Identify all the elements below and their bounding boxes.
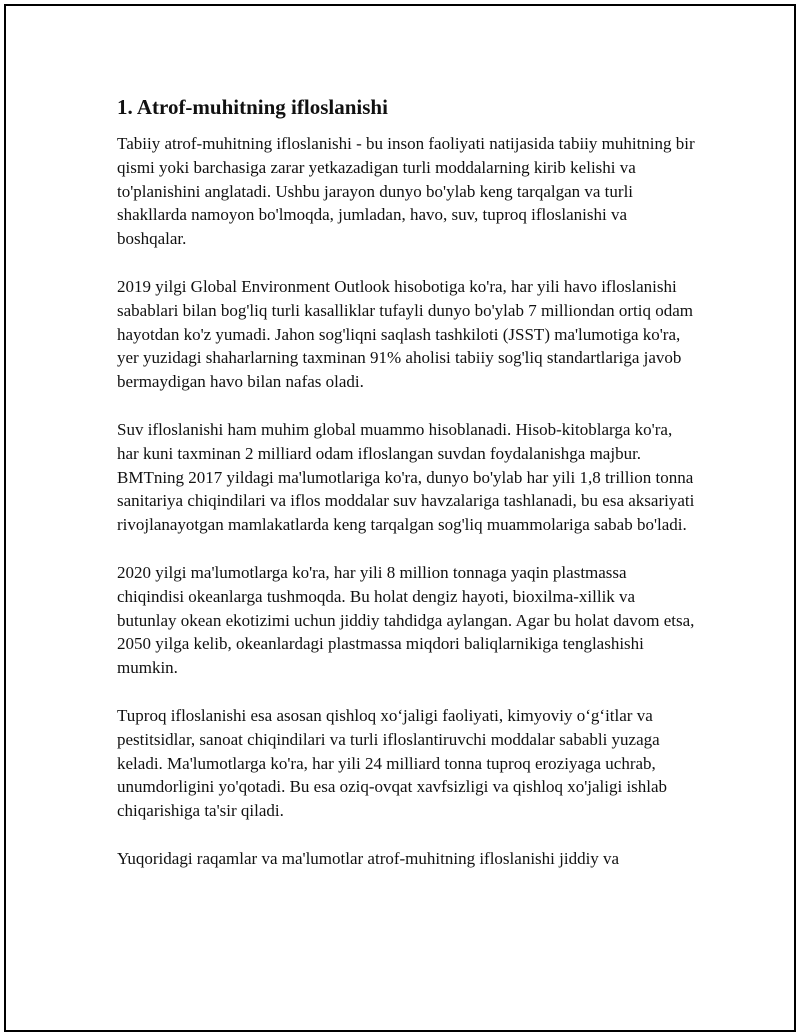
paragraph-water-pollution: Suv ifloslanishi ham muhim global muammo hisoblanadi. Hisob-kitoblarga ko'ra, har kuni taxminan 2 milliard odam ifloslangan suvdan foydalanishga majbur. BMTning 2017 yildagi ma'lumotlariga ko'ra, dunyo bo'ylab har yili 1,8 trillion tonna sanitariya chiqindilari va iflos moddalar suv havzalariga tashlanadi, bu esa aksariyati rivojlanayotgan mamlakatlarda keng tarqalgan sog'liq muammolariga sabab bo'ladi. [117, 419, 695, 535]
section-heading: 1. Atrof-muhitning ifloslanishi [117, 95, 388, 119]
document-body [117, 93, 697, 895]
paragraph-conclusion: Yuqoridagi raqamlar va ma'lumotlar atrof-muhitning ifloslanishi jiddiy va [117, 848, 620, 868]
paragraph-air-pollution: 2019 yilgi Global Environment Outlook hisobotiga ko'ra, har yili havo ifloslanishi sabablari bilan bog'liq turli kasalliklar tufayli dunyo bo'ylab 7 milliondan ortiq odam hayotdan ko'z yumadi. Jahon sog'liqni saqlash tashkiloti (JSST) ma'lumotiga ko'ra, yer yuzidagi shaharlarning taxminan 91% aholisi tabiiy sog'liq standartlariga javob bermaydigan havo bilan nafas oladi. [117, 276, 693, 392]
paragraph-plastic-waste: 2020 yilgi ma'lumotlarga ko'ra, har yili 8 million tonnaga yaqin plastmassa chiqindisi okeanlarga tushmoqda. Bu holat dengiz hayoti, bioxilma-xillik va butunlay okean ekotizimi uchun jiddiy tahdidga aylangan. Agar bu holat davom etsa, 2050 yilga kelib, okeanlardagi plastmassa miqdori baliqlarnikiga tenglashishi mumkin. [117, 562, 695, 678]
paragraph-intro: Tabiiy atrof-muhitning ifloslanishi - bu inson faoliyati natijasida tabiiy muhitning bir qismi yoki barchasiga zarar yetkazadigan turli moddalarning kirib kelishi va to'planishini anglatadi. Ushbu jarayon dunyo bo'ylab keng tarqalgan va turli shakllarda namoyon bo'lmoqda, jumladan, havo, suv, tuproq ifloslanishi va boshqalar. [117, 134, 695, 249]
paragraph-soil-pollution: Tuproq ifloslanishi esa asosan qishloq xo‘jaligi faoliyati, kimyoviy o‘g‘itlar va pestitsidlar, sanoat chiqindilari va turli ifloslantiruvchi moddalar sababli yuzaga keladi. Ma'lumotlarga ko'ra, har yili 24 milliard tonna tuproq eroziyaga uchrab, unumdorligini yo'qotadi. Bu esa oziq-ovqat xavfsizligi va qishloq xo'jaligi ishlab chiqarishiga ta'sir qiladi. [117, 705, 668, 821]
